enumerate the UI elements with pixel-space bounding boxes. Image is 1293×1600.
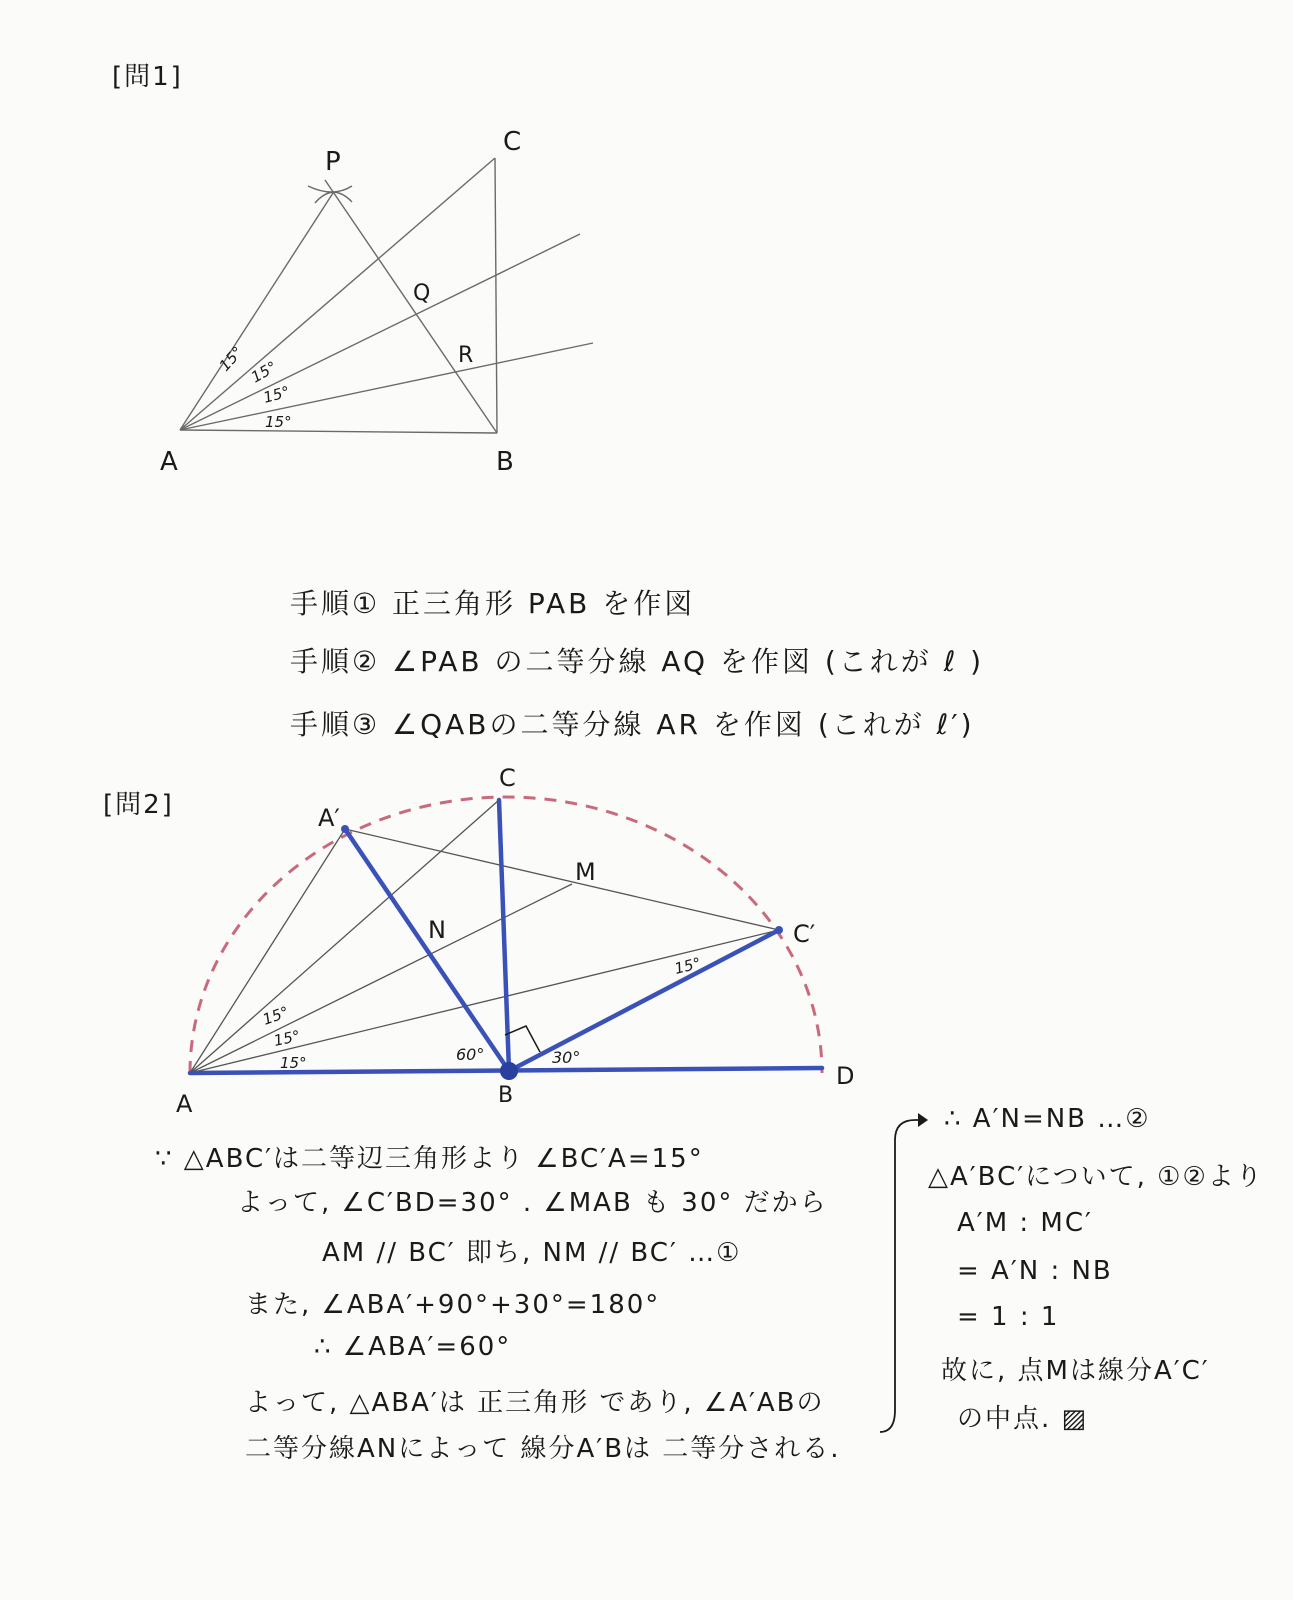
- q2-proof-right-5: = 1 : 1: [957, 1302, 1060, 1332]
- q2-proof-right-4: = A′N : NB: [957, 1256, 1113, 1286]
- q1-step-3: 手順③ ∠QABの二等分線 AR を作図 (これが ℓ′): [290, 708, 975, 741]
- q1-angle-4: 15°: [265, 413, 292, 431]
- q2-point-B-dot: [500, 1062, 518, 1080]
- q2-proof-line-1: ∵ △ABC′は二等辺三角形より ∠BC′A=15°: [155, 1144, 704, 1174]
- q1-label: [問1]: [112, 62, 183, 92]
- q2-proof-line-4: また, ∠ABA′+90°+30°=180°: [245, 1290, 661, 1320]
- q1-point-A: A: [160, 447, 178, 477]
- q2-segment-AC: [190, 800, 499, 1073]
- q2-proof-line-6: よって, △ABA′は 正三角形 であり, ∠A′ABの: [245, 1388, 825, 1418]
- q2-arrow-head-icon: [918, 1113, 928, 1127]
- q2-point-A-prime: A′: [318, 804, 340, 832]
- q1-point-Q: Q: [413, 281, 431, 306]
- q2-segment-BA1: [345, 829, 509, 1071]
- q2-segment-AC1: [190, 930, 779, 1073]
- q2-proof-right-1: ∴ A′N=NB …②: [944, 1104, 1151, 1134]
- q1-point-B: B: [496, 447, 514, 477]
- q1-step-1: 手順① 正三角形 PAB を作図: [290, 587, 696, 620]
- q2-angle-a1: 15°: [260, 1002, 292, 1029]
- q2-point-C1-dot: [775, 926, 783, 934]
- q2-point-M: M: [575, 858, 596, 886]
- q2-proof-right-2: △A′BC′について, ①②より: [928, 1162, 1264, 1192]
- q2-bracket-arrow: [880, 1120, 922, 1432]
- q2-segment-AA1: [190, 829, 345, 1073]
- q2-point-A: A: [176, 1090, 193, 1118]
- q2-proof-line-7: 二等分線ANによって 線分A′Bは 二等分される.: [245, 1434, 841, 1464]
- q1-point-C: C: [503, 127, 522, 157]
- q2-point-N: N: [428, 916, 446, 944]
- q2-point-D: D: [836, 1062, 855, 1090]
- q2-proof-line-3: AM // BC′ 即ち, NM // BC′ …①: [322, 1238, 742, 1268]
- q1-angle-2: 15°: [248, 357, 281, 387]
- q2-point-A1-dot: [341, 825, 349, 833]
- q2-angle-c1: 15°: [672, 953, 703, 978]
- q1-step-2: 手順② ∠PAB の二等分線 AQ を作図 (これが ℓ ): [290, 645, 985, 678]
- q1-point-R: R: [458, 343, 474, 368]
- q2-segment-A1C1: [345, 829, 779, 930]
- q2-angle-a3: 15°: [280, 1054, 307, 1072]
- q2-proof-line-5: ∴ ∠ABA′=60°: [314, 1332, 512, 1362]
- q1-angle-1: 15°: [215, 342, 247, 375]
- q2-point-C: C: [499, 764, 516, 792]
- q2-proof-line-2: よって, ∠C′BD=30° . ∠MAB も 30° だから: [237, 1188, 828, 1218]
- q2-point-B: B: [498, 1083, 514, 1108]
- q2-angle-60: 60°: [456, 1045, 485, 1064]
- q2-proof-right-6: 故に, 点Mは線分A′C′: [941, 1356, 1210, 1386]
- q2-segment-BC: [499, 800, 509, 1071]
- q1-angle-3: 15°: [261, 382, 292, 407]
- q2-proof-right-7: の中点. ▨: [957, 1404, 1089, 1434]
- q2-angle-a2: 15°: [272, 1026, 302, 1050]
- q2-segment-BC1: [509, 930, 779, 1071]
- q2-point-C-prime: C′: [793, 920, 816, 948]
- q1-point-P: P: [325, 147, 341, 177]
- q2-proof-right-3: A′M : MC′: [957, 1208, 1093, 1238]
- q2-angle-30: 30°: [552, 1048, 581, 1067]
- q2-label: [問2]: [103, 790, 174, 820]
